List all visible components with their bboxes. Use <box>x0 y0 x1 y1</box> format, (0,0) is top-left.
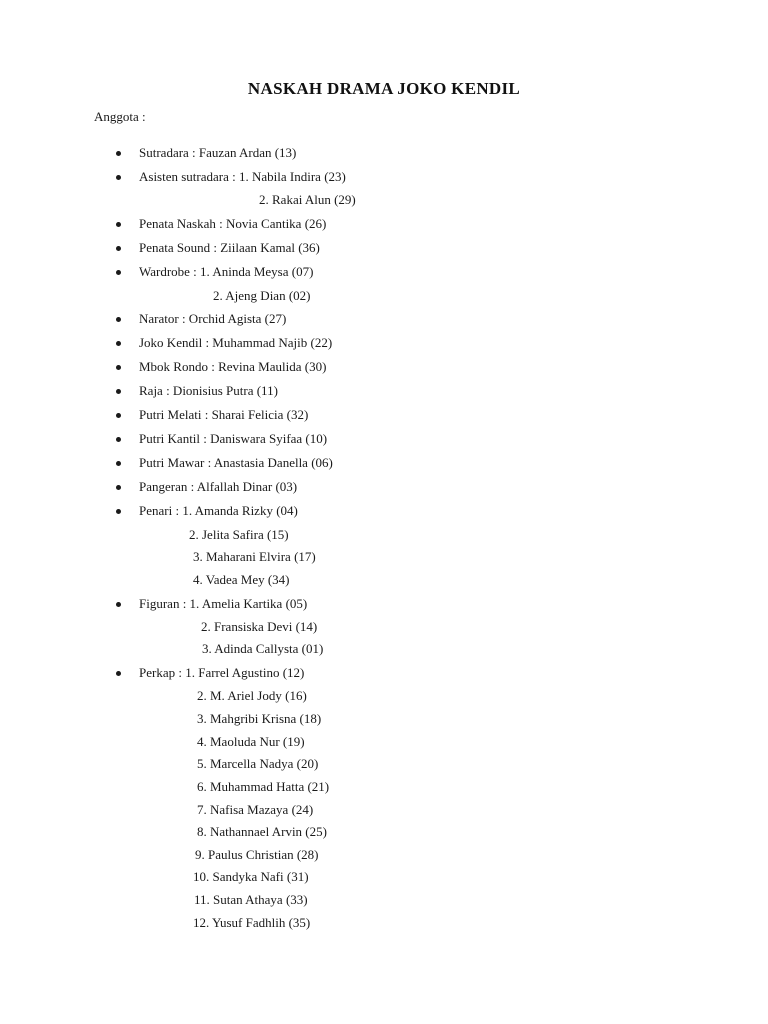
list-item: Pangeran : Alfallah Dinar (03) <box>139 479 298 494</box>
list-item-continuation: 2. M. Ariel Jody (16) <box>197 688 307 703</box>
list-item: Penari : 1. Amanda Rizky (04) <box>139 503 298 518</box>
list-item-continuation: 2. Jelita Safira (15) <box>189 527 289 542</box>
list-item: Putri Melati : Sharai Felicia (32) <box>139 407 309 422</box>
list-item: Figuran : 1. Amelia Kartika (05) <box>139 596 308 611</box>
list-item: Sutradara : Fauzan Ardan (13) <box>139 145 297 160</box>
list-item-continuation: 4. Vadea Mey (34) <box>193 572 290 587</box>
list-item: Penata Sound : Ziilaan Kamal (36) <box>139 240 320 255</box>
bullet-icon <box>116 389 121 394</box>
bullet-icon <box>116 413 121 418</box>
bullet-icon <box>116 151 121 156</box>
bullet-icon <box>116 671 121 676</box>
bullet-icon <box>116 485 121 490</box>
list-item-continuation: 2. Fransiska Devi (14) <box>201 619 318 634</box>
list-item: Perkap : 1. Farrel Agustino (12) <box>139 665 305 680</box>
list-item-continuation: 3. Maharani Elvira (17) <box>193 549 316 564</box>
list-item-continuation: 12. Yusuf Fadhlih (35) <box>193 915 311 930</box>
list-item: Raja : Dionisius Putra (11) <box>139 383 278 398</box>
list-item-continuation: 9. Paulus Christian (28) <box>195 847 319 862</box>
list-item: Penata Naskah : Novia Cantika (26) <box>139 216 327 231</box>
bullet-icon <box>116 602 121 607</box>
list-item: Putri Mawar : Anastasia Danella (06) <box>139 455 333 470</box>
bullet-icon <box>116 509 121 514</box>
list-item: Narator : Orchid Agista (27) <box>139 311 287 326</box>
list-item: Asisten sutradara : 1. Nabila Indira (23) <box>139 169 346 184</box>
list-item-continuation: 2. Rakai Alun (29) <box>259 192 356 207</box>
list-item-continuation: 3. Mahgribi Krisna (18) <box>197 711 322 726</box>
list-item-continuation: 7. Nafisa Mazaya (24) <box>197 802 314 817</box>
list-item-continuation: 10. Sandyka Nafi (31) <box>193 869 309 884</box>
document-title: NASKAH DRAMA JOKO KENDIL <box>247 79 521 98</box>
members-label: Anggota : <box>94 109 146 124</box>
list-item-continuation: 5. Marcella Nadya (20) <box>197 756 319 771</box>
list-item: Wardrobe : 1. Aninda Meysa (07) <box>139 264 314 279</box>
bullet-icon <box>116 365 121 370</box>
bullet-icon <box>116 341 121 346</box>
bullet-icon <box>116 317 121 322</box>
list-item: Mbok Rondo : Revina Maulida (30) <box>139 359 327 374</box>
list-item-continuation: 4. Maoluda Nur (19) <box>197 734 305 749</box>
bullet-icon <box>116 461 121 466</box>
bullet-icon <box>116 222 121 227</box>
list-item-continuation: 3. Adinda Callysta (01) <box>202 641 324 656</box>
bullet-icon <box>116 175 121 180</box>
bullet-icon <box>116 270 121 275</box>
list-item-continuation: 6. Muhammad Hatta (21) <box>197 779 330 794</box>
bullet-icon <box>116 246 121 251</box>
list-item: Putri Kantil : Daniswara Syifaa (10) <box>139 431 328 446</box>
list-item-continuation: 11. Sutan Athaya (33) <box>194 892 308 907</box>
list-item-continuation: 2. Ajeng Dian (02) <box>213 288 311 303</box>
list-item-continuation: 8. Nathannael Arvin (25) <box>197 824 327 839</box>
list-item: Joko Kendil : Muhammad Najib (22) <box>139 335 333 350</box>
bullet-icon <box>116 437 121 442</box>
